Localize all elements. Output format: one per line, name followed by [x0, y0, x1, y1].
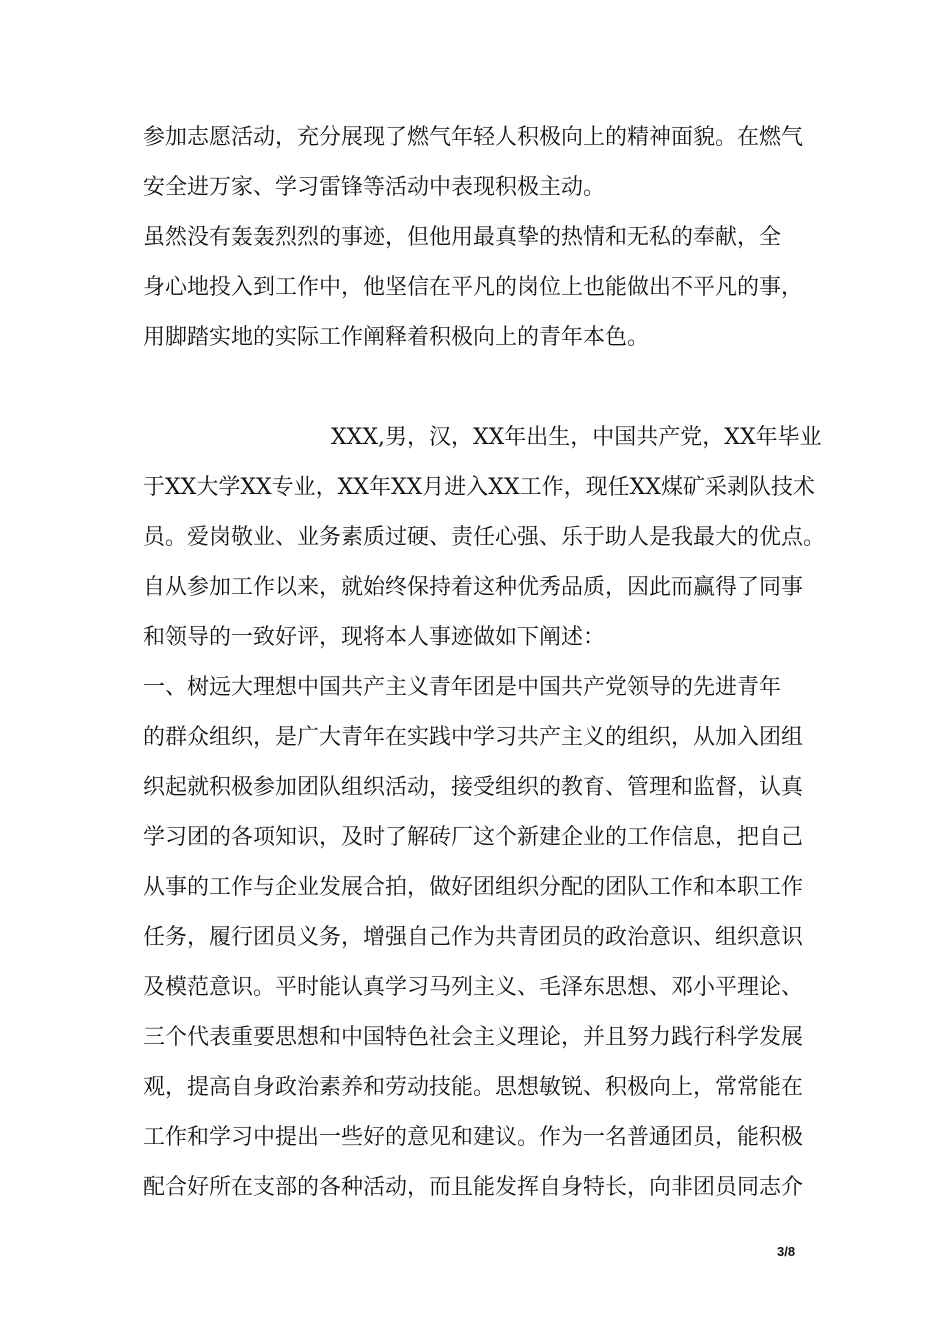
text-line: 织起就积极参加团队组织活动，接受组织的教育、管理和监督，认真 — [143, 775, 804, 800]
page-number: 3/8 — [777, 1244, 796, 1259]
text-line: 工作和学习中提出一些好的意见和建议。作为一名普通团员，能积极 — [143, 1125, 804, 1150]
text-line: 身心地投入到工作中，他坚信在平凡的岗位上也能做出不平凡的事， — [143, 275, 804, 300]
text-line: 一、树远大理想中国共产主义青年团是中国共产党领导的先进青年 — [143, 675, 782, 700]
text-line: 用脚踏实地的实际工作阐释着积极向上的青年本色。 — [143, 325, 650, 350]
text-line: 安全进万家、学习雷锋等活动中表现积极主动。 — [143, 175, 606, 200]
text-line: 于XX大学XX专业，XX年XX月进入XX工作，现任XX煤矿采剥队技术 — [143, 475, 815, 500]
text-line: 三个代表重要思想和中国特色社会主义理论，并且努力践行科学发展 — [143, 1025, 804, 1050]
text-line: XXX,男，汉，XX年出生，中国共产党，XX年毕业 — [331, 425, 822, 450]
text-line: 任务，履行团员义务，增强自己作为共青团员的政治意识、组织意识 — [143, 925, 804, 950]
text-line: 参加志愿活动，充分展现了燃气年轻人积极向上的精神面貌。在燃气 — [143, 125, 804, 150]
text-line: 和领导的一致好评，现将本人事迹做如下阐述： — [143, 625, 606, 650]
text-line: 员。爱岗敬业、业务素质过硬、责任心强、乐于助人是我最大的优点。 — [143, 525, 826, 550]
text-line: 学习团的各项知识，及时了解砖厂这个新建企业的工作信息，把自己 — [143, 825, 804, 850]
text-line: 配合好所在支部的各种活动，而且能发挥自身特长，向非团员同志介 — [143, 1175, 804, 1200]
text-line: 观，提高自身政治素养和劳动技能。思想敏锐、积极向上，常常能在 — [143, 1075, 804, 1100]
text-line: 自从参加工作以来，就始终保持着这种优秀品质，因此而赢得了同事 — [143, 575, 804, 600]
text-line: 及模范意识。平时能认真学习马列主义、毛泽东思想、邓小平理论、 — [143, 975, 804, 1000]
text-line: 虽然没有轰轰烈烈的事迹，但他用最真挚的热情和无私的奉献，全 — [143, 225, 782, 250]
text-line: 从事的工作与企业发展合拍，做好团组织分配的团队工作和本职工作 — [143, 875, 804, 900]
text-line: 的群众组织，是广大青年在实践中学习共产主义的组织，从加入团组 — [143, 725, 804, 750]
